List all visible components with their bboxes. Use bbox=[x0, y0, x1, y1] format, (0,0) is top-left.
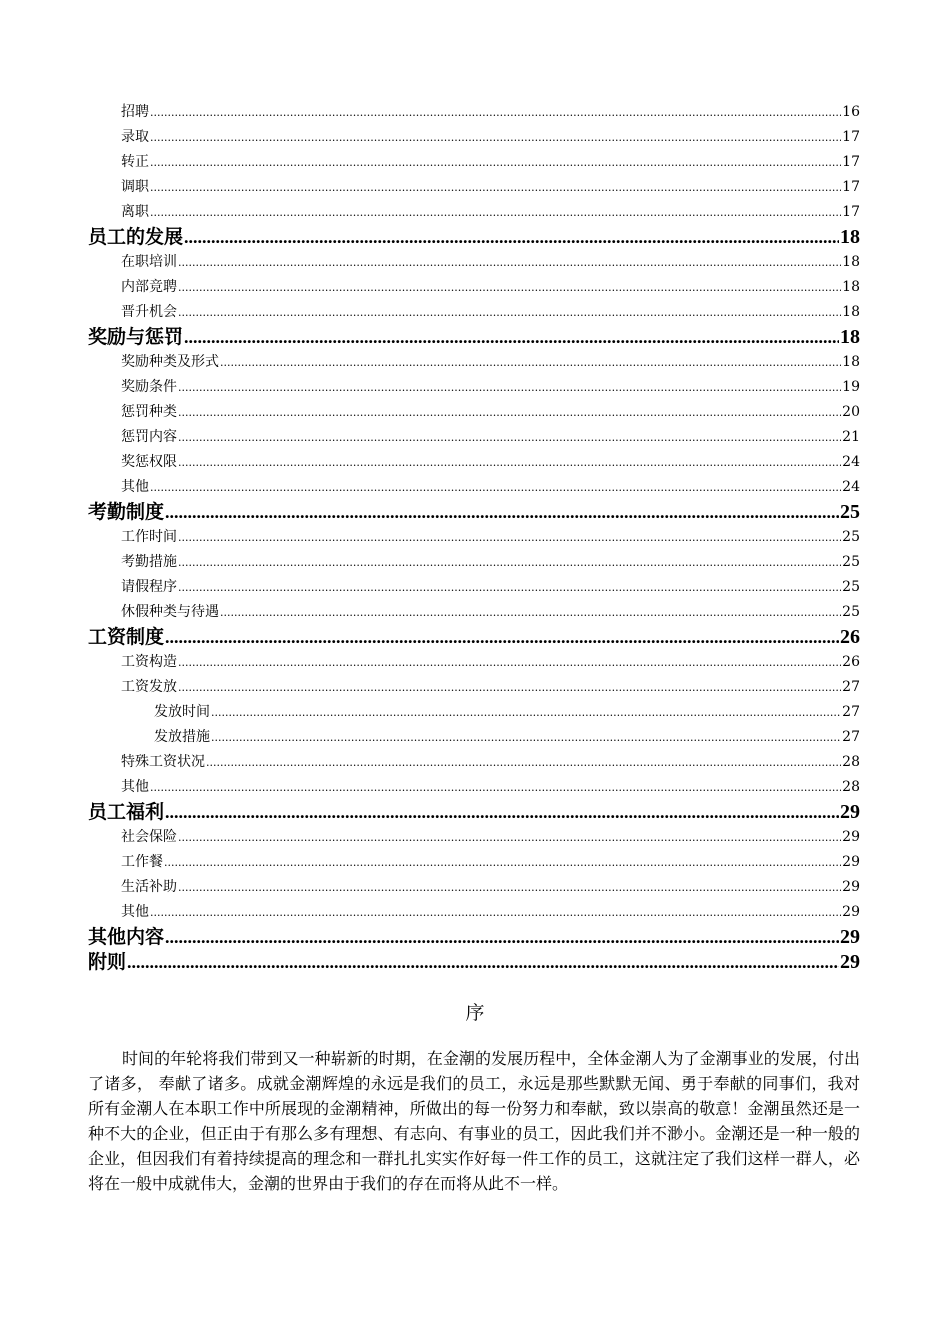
toc-entry-title: 其他 bbox=[121, 904, 149, 920]
toc-section-entry[interactable] bbox=[88, 825, 860, 850]
toc-page-number: 26 bbox=[842, 654, 860, 670]
toc-page-number: 29 bbox=[842, 879, 860, 895]
toc-dot-leader bbox=[178, 825, 841, 850]
toc-entry-title: 其他内容 bbox=[88, 926, 165, 948]
toc-entry-title: 员工的发展 bbox=[88, 226, 184, 248]
toc-dot-leader bbox=[150, 475, 841, 500]
toc-page-number: 18 bbox=[842, 304, 860, 320]
toc-entry-title: 工作时间 bbox=[121, 529, 177, 545]
toc-dot-leader bbox=[178, 675, 841, 700]
toc-entry-title: 奖励种类及形式 bbox=[121, 354, 219, 370]
toc-dot-leader bbox=[165, 625, 839, 650]
toc-chapter-entry[interactable] bbox=[88, 500, 860, 525]
toc-page-number: 29 bbox=[842, 829, 860, 845]
toc-entry-title: 调职 bbox=[121, 179, 149, 195]
toc-section-entry[interactable] bbox=[88, 900, 860, 925]
toc-dot-leader bbox=[165, 500, 839, 525]
toc-chapter-entry[interactable] bbox=[88, 225, 860, 250]
toc-section-entry[interactable] bbox=[88, 675, 860, 700]
toc-page-number: 27 bbox=[842, 729, 860, 745]
toc-section-entry[interactable] bbox=[88, 725, 860, 750]
toc-page-number: 17 bbox=[842, 204, 860, 220]
toc-entry-title: 内部竞聘 bbox=[121, 279, 177, 295]
toc-page-number: 17 bbox=[842, 179, 860, 195]
toc-entry-title: 工资发放 bbox=[121, 679, 177, 695]
toc-page-number: 17 bbox=[842, 154, 860, 170]
toc-entry-title: 惩罚种类 bbox=[121, 404, 177, 420]
toc-dot-leader bbox=[178, 300, 841, 325]
toc-dot-leader bbox=[184, 325, 839, 350]
toc-entry-title: 工资制度 bbox=[88, 626, 165, 648]
toc-section-entry[interactable] bbox=[88, 550, 860, 575]
toc-section-entry[interactable] bbox=[88, 100, 860, 125]
toc-page-number: 18 bbox=[840, 326, 860, 348]
toc-entry-title: 录取 bbox=[121, 129, 149, 145]
toc-page-number: 25 bbox=[842, 529, 860, 545]
toc-dot-leader bbox=[178, 400, 841, 425]
toc-entry-title: 休假种类与待遇 bbox=[121, 604, 219, 620]
toc-section-entry[interactable] bbox=[88, 250, 860, 275]
toc-dot-leader bbox=[150, 125, 841, 150]
toc-dot-leader bbox=[178, 525, 841, 550]
toc-dot-leader bbox=[184, 225, 839, 250]
toc-dot-leader bbox=[150, 175, 841, 200]
toc-entry-title: 附则 bbox=[88, 951, 127, 973]
toc-entry-title: 晋升机会 bbox=[121, 304, 177, 320]
toc-page-number: 20 bbox=[842, 404, 860, 420]
toc-page-number: 24 bbox=[842, 479, 860, 495]
toc-dot-leader bbox=[165, 925, 839, 950]
toc-page-number: 25 bbox=[842, 604, 860, 620]
toc-page-number: 21 bbox=[842, 429, 860, 445]
toc-entry-title: 其他 bbox=[121, 779, 149, 795]
toc-section-entry[interactable] bbox=[88, 350, 860, 375]
toc-page-number: 17 bbox=[842, 129, 860, 145]
toc-section-entry[interactable] bbox=[88, 650, 860, 675]
toc-dot-leader bbox=[178, 550, 841, 575]
toc-section-entry[interactable] bbox=[88, 750, 860, 775]
preface-title: 序 bbox=[465, 1002, 485, 1024]
toc-page-number: 27 bbox=[842, 704, 860, 720]
toc-section-entry[interactable] bbox=[88, 700, 860, 725]
toc-page-number: 25 bbox=[842, 554, 860, 570]
toc-entry-title: 考勤措施 bbox=[121, 554, 177, 570]
toc-entry-title: 转正 bbox=[121, 154, 149, 170]
toc-dot-leader bbox=[178, 275, 841, 300]
toc-dot-leader bbox=[211, 725, 841, 750]
toc-dot-leader bbox=[150, 200, 841, 225]
toc-entry-title: 社会保险 bbox=[121, 829, 177, 845]
toc-section-entry[interactable] bbox=[88, 175, 860, 200]
toc-section-entry[interactable] bbox=[88, 375, 860, 400]
toc-section-entry[interactable] bbox=[88, 425, 860, 450]
toc-page-number: 29 bbox=[842, 854, 860, 870]
toc-entry-title: 招聘 bbox=[121, 104, 149, 120]
toc-page-number: 25 bbox=[840, 501, 860, 523]
toc-page-number: 29 bbox=[842, 904, 860, 920]
toc-dot-leader bbox=[150, 900, 841, 925]
toc-page-number: 19 bbox=[842, 379, 860, 395]
toc-entry-title: 奖惩权限 bbox=[121, 454, 177, 470]
toc-section-entry[interactable] bbox=[88, 125, 860, 150]
toc-page-number: 29 bbox=[840, 801, 860, 823]
toc-dot-leader bbox=[164, 850, 841, 875]
preface-paragraph: 时间的年轮将我们带到又一种崭新的时期，在金潮的发展历程中，全体金潮人为了金潮事业的发展，付出了诸多， 奉献了诸多。成就金潮辉煌的永远是我们的员工，永远是那些默默无闻、勇于奉献的同事们，我对所有金潮人在本职工作中所展现的金潮精神，所做出的每一份努力和奉献，致以崇高的敬意！金潮虽然还是一种不大的企业，但正由于有那么多有理想、有志向、有事业的员工，因此我们并不渺小。金潮还是一种一般的企业，但因我们有着持续提高的理念和一群扎扎实实作好每一件工作的员工，这就注定了我们这样一群人，必将在一般中成就伟大，金潮的世界由于我们的存在而将从此不一样。 bbox=[88, 1049, 860, 1193]
toc-page-number: 18 bbox=[842, 254, 860, 270]
toc-entry-title: 在职培训 bbox=[121, 254, 177, 270]
toc-entry-title: 请假程序 bbox=[121, 579, 177, 595]
toc-entry-title: 工资构造 bbox=[121, 654, 177, 670]
toc-dot-leader bbox=[178, 250, 841, 275]
toc-section-entry[interactable] bbox=[88, 300, 860, 325]
toc-chapter-entry[interactable] bbox=[88, 950, 860, 975]
toc-entry-title: 工作餐 bbox=[121, 854, 163, 870]
toc-section-entry[interactable] bbox=[88, 600, 860, 625]
toc-chapter-entry[interactable] bbox=[88, 925, 860, 950]
toc-page-number: 29 bbox=[840, 951, 860, 973]
toc-page-number: 18 bbox=[840, 226, 860, 248]
toc-dot-leader bbox=[178, 425, 841, 450]
toc-section-entry[interactable] bbox=[88, 575, 860, 600]
toc-page-number: 29 bbox=[840, 926, 860, 948]
toc-entry-title: 发放时间 bbox=[154, 704, 210, 720]
toc-chapter-entry[interactable] bbox=[88, 800, 860, 825]
toc-dot-leader bbox=[150, 150, 841, 175]
toc-section-entry[interactable] bbox=[88, 875, 860, 900]
toc-dot-leader bbox=[211, 700, 841, 725]
toc-dot-leader bbox=[150, 100, 841, 125]
toc-page-number: 24 bbox=[842, 454, 860, 470]
toc-section-entry[interactable] bbox=[88, 475, 860, 500]
toc-dot-leader bbox=[178, 650, 841, 675]
toc-entry-title: 生活补助 bbox=[121, 879, 177, 895]
toc-section-entry[interactable] bbox=[88, 400, 860, 425]
toc-page-number: 28 bbox=[842, 754, 860, 770]
toc-dot-leader bbox=[127, 950, 839, 975]
toc-page-number: 18 bbox=[842, 279, 860, 295]
toc-section-entry[interactable] bbox=[88, 275, 860, 300]
toc-section-entry[interactable] bbox=[88, 775, 860, 800]
toc-dot-leader bbox=[178, 375, 841, 400]
toc-dot-leader bbox=[165, 800, 839, 825]
toc-entry-title: 奖励与惩罚 bbox=[88, 326, 184, 348]
toc-section-entry[interactable] bbox=[88, 150, 860, 175]
toc-dot-leader bbox=[178, 575, 841, 600]
toc-entry-title: 员工福利 bbox=[88, 801, 165, 823]
toc-page-number: 26 bbox=[840, 626, 860, 648]
toc-dot-leader bbox=[206, 750, 841, 775]
toc-dot-leader bbox=[178, 450, 841, 475]
toc-page-number: 27 bbox=[842, 679, 860, 695]
toc-dot-leader bbox=[150, 775, 841, 800]
toc-entry-title: 惩罚内容 bbox=[121, 429, 177, 445]
toc-dot-leader bbox=[178, 875, 841, 900]
toc-chapter-entry[interactable] bbox=[88, 625, 860, 650]
toc-chapter-entry[interactable] bbox=[88, 325, 860, 350]
toc-entry-title: 其他 bbox=[121, 479, 149, 495]
toc-entry-title: 奖励条件 bbox=[121, 379, 177, 395]
toc-section-entry[interactable] bbox=[88, 525, 860, 550]
toc-page-number: 25 bbox=[842, 579, 860, 595]
toc-page-number: 28 bbox=[842, 779, 860, 795]
toc-dot-leader bbox=[220, 350, 841, 375]
toc-section-entry[interactable] bbox=[88, 450, 860, 475]
toc-entry-title: 发放措施 bbox=[154, 729, 210, 745]
toc-entry-title: 考勤制度 bbox=[88, 501, 165, 523]
toc-section-entry[interactable] bbox=[88, 200, 860, 225]
toc-section-entry[interactable] bbox=[88, 850, 860, 875]
toc-dot-leader bbox=[220, 600, 841, 625]
toc-page-number: 18 bbox=[842, 354, 860, 370]
toc-entry-title: 特殊工资状况 bbox=[121, 754, 205, 770]
toc-entry-title: 离职 bbox=[121, 204, 149, 220]
table-of-contents bbox=[88, 100, 860, 975]
toc-page-number: 16 bbox=[842, 104, 860, 120]
